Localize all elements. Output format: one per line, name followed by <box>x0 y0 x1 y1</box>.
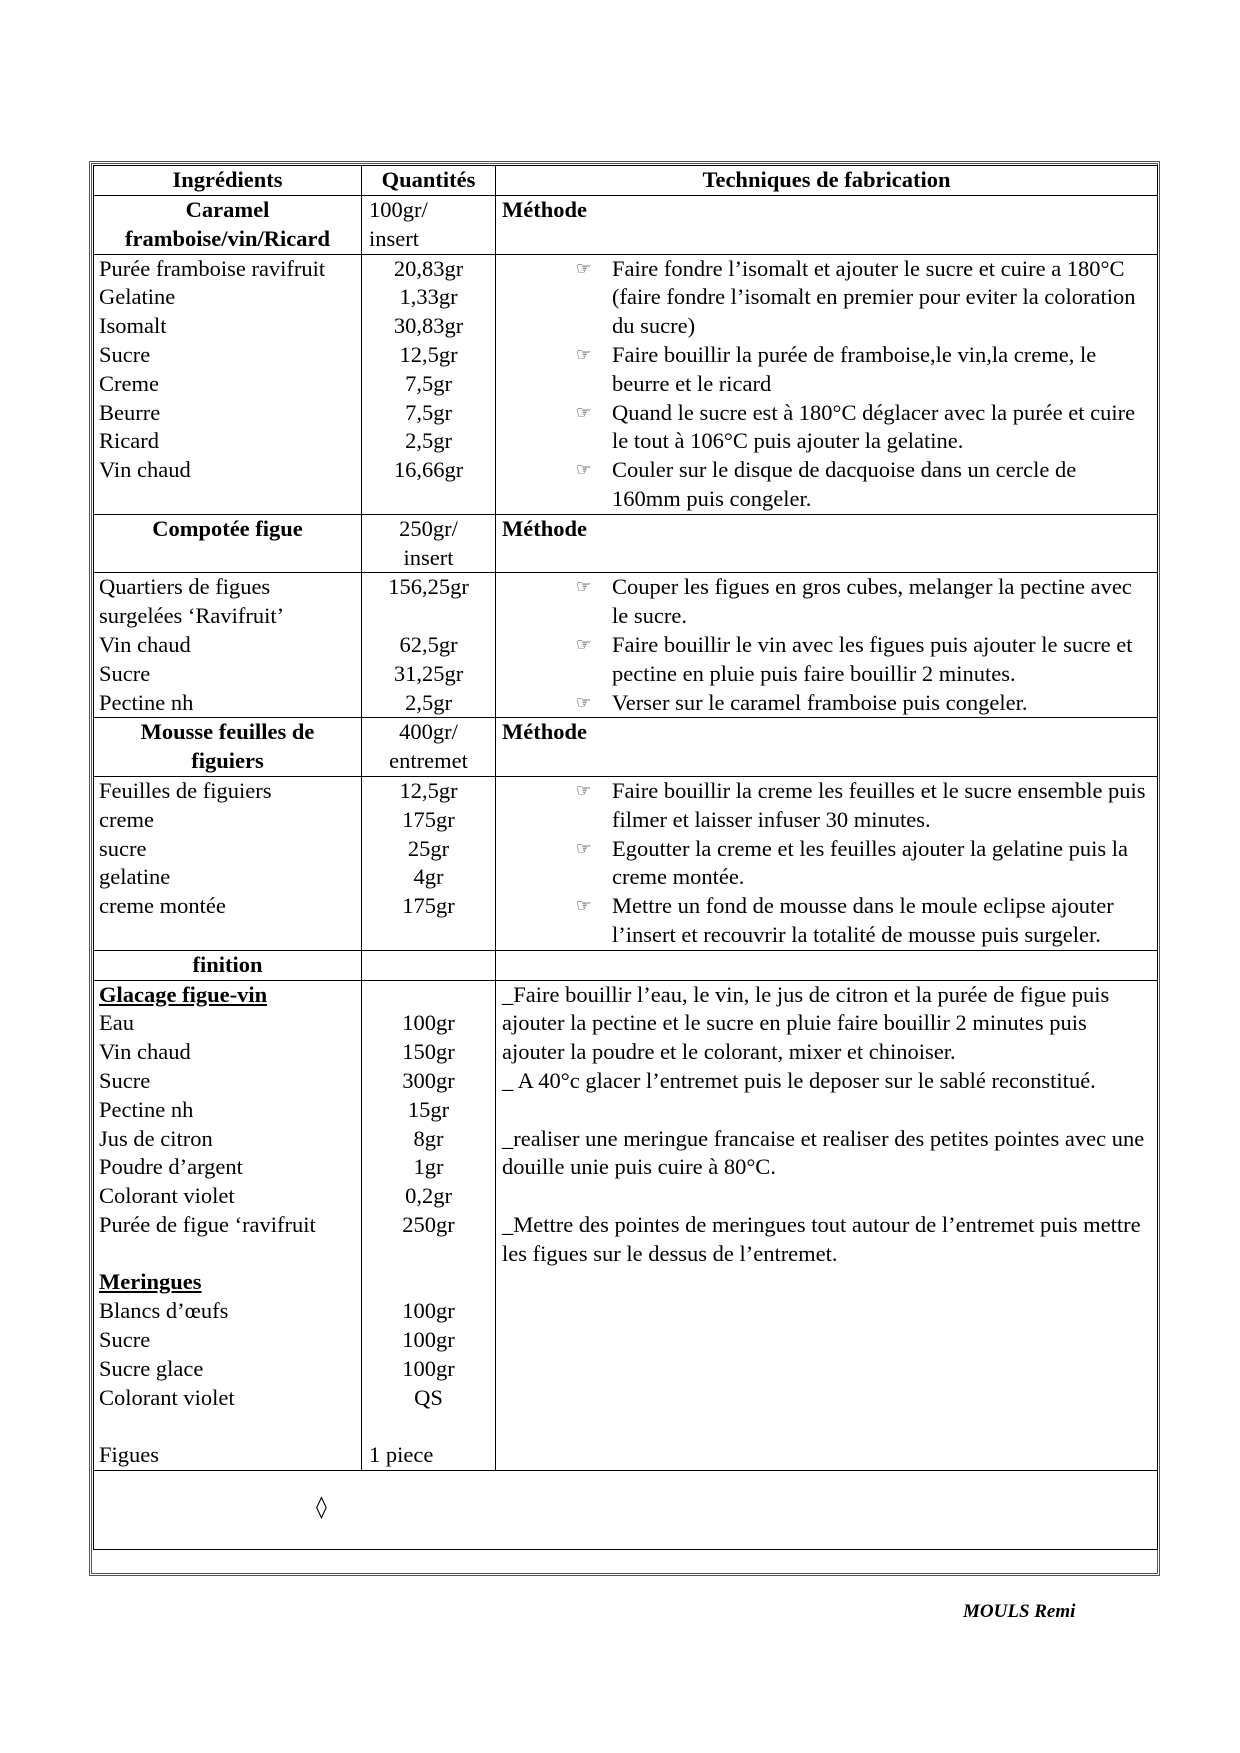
ingredient-item: Vin chaud <box>99 457 191 483</box>
ingredient-item: surgelées ‘Ravifruit’ <box>99 603 285 629</box>
quantity-list <box>362 776 496 950</box>
method-step <box>576 689 1157 718</box>
ingredient-item: Colorant violet <box>99 1183 235 1209</box>
ingredient-item: Vin chaud <box>99 631 191 657</box>
finition-paragraph: _ A 40°c glacer l’entremet puis le deposer sur le sablé reconstitué. <box>502 1067 1096 1093</box>
ingredient-item: Eau <box>99 1010 134 1036</box>
method-label: Méthode <box>496 196 1158 255</box>
quantity-item: 12,5gr <box>399 341 458 367</box>
ingredient-item: Sucre <box>99 1067 151 1093</box>
header-row <box>94 166 1158 196</box>
pointing-hand-icon: ☞ <box>576 460 592 481</box>
ingredient-item: Gelatine <box>99 284 176 310</box>
quantity-item: 175gr <box>402 806 455 832</box>
quantity-item: 7,5gr <box>405 370 452 396</box>
ingredient-item: Sucre <box>99 660 151 686</box>
ingredient-item: creme montée <box>99 893 226 919</box>
section-title <box>94 196 362 255</box>
yield-line: 250gr/ <box>399 515 458 541</box>
section-title-line: figuiers <box>191 748 264 774</box>
pointing-hand-icon: ☞ <box>576 634 592 655</box>
finition-paragraph: _realiser une meringue francaise et realiser des petites pointes avec une douille unie puis cuire à 80°C. <box>502 1125 1145 1180</box>
quantity-item: 0,2gr <box>405 1183 452 1209</box>
ingredient-item: gelatine <box>99 864 171 890</box>
ingredient-item: Beurre <box>99 399 161 425</box>
yield-line: entremet <box>389 748 468 774</box>
method-label: Méthode <box>496 718 1158 777</box>
method-step <box>576 341 1157 399</box>
method-steps <box>496 254 1158 514</box>
step-text: Faire bouillir la creme les feuilles et le sucre ensemble puis filmer et laisser infuser 30 minutes. <box>612 777 1146 832</box>
pointing-hand-icon: ☞ <box>576 344 592 365</box>
quantity-item: 8gr <box>413 1125 444 1151</box>
quantity-item: 100gr <box>402 1010 455 1036</box>
quantity-item: 7,5gr <box>405 399 452 425</box>
section-yield <box>362 514 496 573</box>
quantity-item: 100gr <box>402 1355 455 1381</box>
section-mousse-title-row <box>94 718 1158 777</box>
empty-cell <box>496 950 1158 980</box>
quantity-list <box>362 254 496 514</box>
ingredient-item: Feuilles de figuiers <box>99 777 272 803</box>
quantity-item: 1,33gr <box>399 284 458 310</box>
ingredient-item: Pectine nh <box>99 689 194 715</box>
recipe-table <box>93 165 1158 1550</box>
quantity-item: 2,5gr <box>405 428 452 454</box>
quantity-item: 175gr <box>402 893 455 919</box>
quantity-item: 1gr <box>413 1154 444 1180</box>
method-step <box>576 631 1157 689</box>
quantity-item: 30,83gr <box>393 313 464 339</box>
pointing-hand-icon: ☞ <box>576 402 592 423</box>
ingredient-item: creme <box>99 806 154 832</box>
method-step <box>576 777 1157 835</box>
method-step <box>576 835 1157 893</box>
quantity-item: 100gr <box>402 1327 455 1353</box>
ingredient-list <box>94 776 362 950</box>
ingredient-list <box>94 254 362 514</box>
finition-paragraph: _Faire bouillir l’eau, le vin, le jus de citron et la purée de figue puis ajouter la pectine et le sucre en pluie faire bouillir 2 minutes puis ajouter la poudre et le colorant, mixer et chinoiser. <box>502 981 1110 1065</box>
ingredient-item: Sucre <box>99 341 151 367</box>
quantity-item: 4gr <box>413 864 444 890</box>
ingredient-list <box>94 980 362 1471</box>
ingredient-item: Vin chaud <box>99 1039 191 1065</box>
yield-line: 100gr/ <box>369 197 428 222</box>
quantity-item: 300gr <box>402 1067 455 1093</box>
subsection-title: Glacage figue-vin <box>99 981 268 1007</box>
pointing-hand-icon: ☞ <box>576 258 592 279</box>
yield-line: insert <box>369 225 419 251</box>
ingredient-item: Colorant violet <box>99 1384 235 1410</box>
finition-title: finition <box>94 950 362 980</box>
subsection-title: Meringues <box>99 1269 202 1295</box>
ingredient-item: Purée framboise ravifruit <box>99 255 326 281</box>
quantity-item: 156,25gr <box>388 574 469 600</box>
quantity-item: 250gr <box>402 1211 455 1237</box>
ingredient-item: sucre <box>99 835 147 861</box>
ingredient-item: Ricard <box>99 428 159 454</box>
method-step <box>576 573 1157 631</box>
quantity-item <box>362 602 495 631</box>
step-text: Egoutter la creme et les feuilles ajouter la gelatine puis la creme montée. <box>612 835 1129 890</box>
quantity-item: 16,66gr <box>393 457 464 483</box>
ingredient-item: Poudre d’argent <box>99 1154 243 1180</box>
pointing-hand-icon: ☞ <box>576 896 592 917</box>
quantity-item: QS <box>414 1384 443 1410</box>
quantity-list <box>362 980 496 1471</box>
quantity-item: 1 piece <box>369 1442 434 1468</box>
finition-title-row <box>94 950 1158 980</box>
method-steps <box>496 776 1158 950</box>
pointing-hand-icon: ☞ <box>576 692 592 713</box>
section-title: Compotée figue <box>94 514 362 573</box>
quantity-item: 150gr <box>402 1039 455 1065</box>
step-text: Faire fondre l’isomalt et ajouter le sucre et cuire a 180°C (faire fondre l’isomalt en premier pour eviter la coloration du sucre) <box>612 255 1136 339</box>
yield-line: insert <box>403 544 454 570</box>
header-quantities: Quantités <box>362 166 496 196</box>
ingredient-item: Sucre <box>99 1327 151 1353</box>
ingredient-item: Jus de citron <box>99 1125 213 1151</box>
bottom-row <box>94 1471 1158 1550</box>
step-text: Couper les figues en gros cubes, melanger la pectine avec le sucre. <box>612 574 1132 629</box>
step-text: Faire bouillir la purée de framboise,le vin,la creme, le beurre et le ricard <box>612 341 1097 396</box>
section-title-line: framboise/vin/Ricard <box>125 225 330 251</box>
step-text: Verser sur le caramel framboise puis congeler. <box>612 689 1028 715</box>
method-steps <box>496 573 1158 718</box>
section-caramel-body-row <box>94 254 1158 514</box>
ingredient-item: Figues <box>99 1442 160 1468</box>
step-text: Faire bouillir le vin avec les figues puis ajouter le sucre et pectine en pluie puis faire bouillir 2 minutes. <box>612 631 1133 686</box>
step-text: Mettre un fond de mousse dans le moule eclipse ajouter l’insert et recouvrir la totalité de mousse puis surgeler. <box>612 893 1114 947</box>
step-text: Quand le sucre est à 180°C déglacer avec la purée et cuire le tout à 106°C puis ajouter la gelatine. <box>612 399 1136 454</box>
ingredient-item: Creme <box>99 370 159 396</box>
finition-paragraph: _Mettre des pointes de meringues tout autour de l’entremet puis mettre les figues sur le dessus de l’entremet. <box>502 1211 1141 1266</box>
pointing-hand-icon: ☞ <box>576 838 592 859</box>
finition-text <box>496 980 1158 1471</box>
quantity-item: 20,83gr <box>393 255 464 281</box>
empty-cell <box>94 1471 1158 1550</box>
quantity-item: 25gr <box>407 835 450 861</box>
section-compotee-body-row <box>94 573 1158 718</box>
method-step <box>576 255 1157 341</box>
ingredient-item: Isomalt <box>99 313 167 339</box>
step-text: Couler sur le disque de dacquoise dans un cercle de 160mm puis congeler. <box>612 457 1077 511</box>
quantity-list <box>362 573 496 718</box>
section-compotee-title-row <box>94 514 1158 573</box>
author-name: MOULS Remi <box>963 1601 1076 1622</box>
ingredient-item: Pectine nh <box>99 1096 194 1122</box>
quantity-item: 12,5gr <box>399 777 458 803</box>
header-ingredients: Ingrédients <box>94 166 362 196</box>
quantity-item: 2,5gr <box>405 689 452 715</box>
quantity-item: 15gr <box>407 1096 450 1122</box>
section-caramel-title-row <box>94 196 1158 255</box>
method-step <box>576 456 1157 514</box>
ingredient-list <box>94 573 362 718</box>
ingredient-item: Quartiers de figues <box>99 574 271 600</box>
header-techniques: Techniques de fabrication <box>496 166 1158 196</box>
ingredient-item: Sucre glace <box>99 1355 204 1381</box>
section-title-line: Mousse feuilles de <box>140 719 315 745</box>
method-step <box>576 399 1157 457</box>
quantity-item: 100gr <box>402 1298 455 1324</box>
ingredient-item: Blancs d’œufs <box>99 1298 229 1324</box>
quantity-item: 62,5gr <box>399 631 458 657</box>
section-title <box>94 718 362 777</box>
section-yield <box>362 196 496 255</box>
pointing-hand-icon: ☞ <box>576 780 592 801</box>
quantity-item: 31,25gr <box>393 660 464 686</box>
section-mousse-body-row <box>94 776 1158 950</box>
pointing-hand-icon: ☞ <box>576 577 592 598</box>
method-label: Méthode <box>496 514 1158 573</box>
finition-body-row <box>94 980 1158 1471</box>
diamond-symbol: ◊ <box>316 1495 327 1520</box>
empty-cell <box>362 950 496 980</box>
section-yield <box>362 718 496 777</box>
section-title-line: Caramel <box>185 197 270 222</box>
yield-line: 400gr/ <box>399 719 458 745</box>
ingredient-item: Purée de figue ‘ravifruit <box>99 1211 316 1237</box>
method-step <box>576 892 1157 950</box>
